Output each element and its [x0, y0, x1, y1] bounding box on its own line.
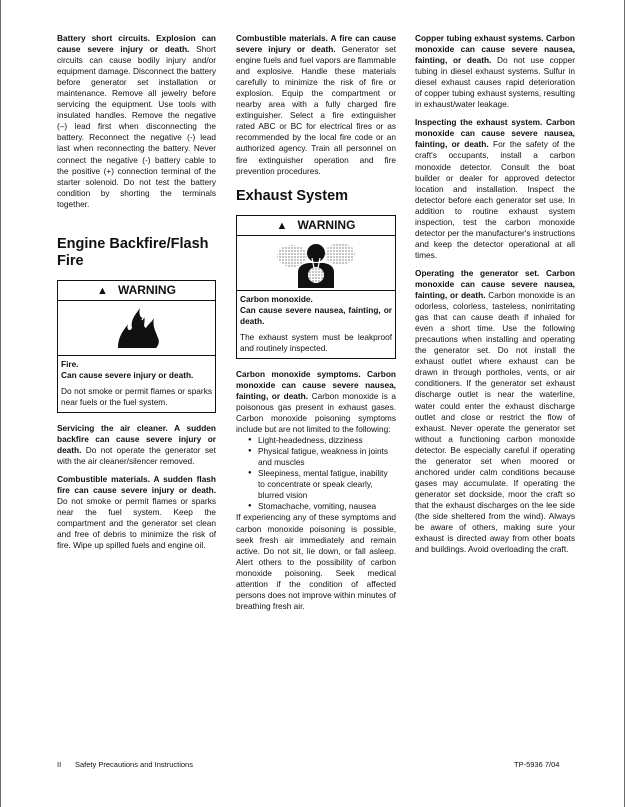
operating-paragraph	[415, 268, 575, 555]
warning-header	[58, 281, 215, 301]
operating-lead: Operating the generator set. Carbon monoxide can cause severe nausea, fainting, or death.	[415, 267, 575, 301]
footer-doc-id: TP-5936 7/04	[514, 760, 560, 769]
warning-triangle-icon: ▲	[276, 219, 288, 232]
battery-lead: Battery short circuits. Explosion can cause severe injury or death.	[57, 33, 216, 55]
column-3	[415, 33, 575, 562]
footer-section: Safety Precautions and Instructions	[75, 760, 193, 769]
section-title-backfire: Engine Backfire/Flash Fire	[57, 235, 209, 269]
symptoms-after-paragraph: If experiencing any of these symptoms and carbon monoxide poisoning is possible, seek fresh air immediately and remain active. Do not sit, lie down, or fall asleep. Alert others to the possibility of carbon monoxide poisoning. Seek medical attention if the condition of affected persons does not improve within minutes of breathing fresh air.	[236, 512, 396, 611]
warning-subtitle: Can cause severe nausea, fainting, or death.	[240, 304, 392, 326]
warning-header-label: WARNING	[297, 217, 356, 232]
page-number: II	[57, 760, 62, 769]
copper-text: Do not use copper tubing in diesel exhaust systems. Sulfur in diesel exhaust causes rapid deterioration of copper tubing exhaust systems, resulting in exhaust/water leakage.	[415, 55, 575, 110]
co-warning-box	[236, 215, 396, 359]
inspecting-lead: Inspecting the exhaust system. Carbon monoxide can cause severe nausea, fainting, or death.	[415, 117, 575, 150]
warning-body	[237, 291, 395, 358]
column-1	[57, 33, 216, 558]
warning-header-label: WARNING	[117, 282, 176, 297]
warning-body	[58, 356, 215, 412]
column-2	[236, 33, 396, 619]
symptoms-text: Carbon monoxide is a poisonous gas present in exhaust gases. Carbon monoxide poisoning symptoms include but are not limited to the following:	[236, 390, 396, 435]
battery-text: Short circuits can cause bodily injury and/or equipment damage. Disconnect the battery before generator set installation or maintenance. Remove all jewelry before servicing the equipment. Use tools with insulated handles. Remove the negative (–) lead first when disconnecting the battery. Reconnect the negative (-) lead last when reconnecting the battery. Never connect the negative (-) battery cable to the positive (+) connection terminal of the starter solenoid. Do not test the battery condition by shorting the terminals together.	[57, 44, 216, 209]
copper-paragraph	[415, 33, 575, 110]
combustible-flash-text: Do not smoke or permit flames or sparks near the fuel system. Keep the compartment and the generator set clean and free of debris to minimize the risk of fire. Wipe up spilled fuels and engine oil.	[57, 496, 216, 551]
operating-text: Carbon monoxide is an odorless, colorless, tasteless, nonirritating gas that can cause death if inhaled for even a short time. Use the following precautions when installing and operating the generator set. Do not install the exhaust outlet where exhaust can be drawn in through portholes, vents, or air conditioners. If the generator set exhaust discharge outlet is near the waterline, water could enter the exhaust discharge outlet and close or restrict the flow of exhaust. Never operate the generator set without a functioning carbon monoxide detector. Be especially careful if operating the generator set when moored or anchored under calm conditions because gases may accumulate. If operating the generator set dockside, moor the craft so that the exhaust discharges on the lee side (the side sheltered from the wind). Always be aware of others, making sure your exhaust is directed away from other boats and buildings. Avoid overloading the craft.	[415, 290, 575, 555]
air-cleaner-lead: Servicing the air cleaner. A sudden backfire can cause severe injury or death.	[57, 422, 216, 456]
combustible-fire-paragraph	[236, 33, 396, 177]
list-item: ● Stomachache, vomiting, nausea	[248, 501, 396, 512]
air-cleaner-text: Do not operate the generator set with the air cleaner/silencer removed.	[57, 445, 216, 467]
combustible-fire-lead: Combustible materials. A fire can cause severe injury or death.	[236, 33, 396, 55]
symptoms-list	[248, 435, 396, 512]
list-item: ● Sleepiness, mental fatigue, inability to concentrate or speak clearly, blurred vision	[248, 468, 396, 501]
symptoms-paragraph	[236, 369, 396, 435]
warning-title: Fire.	[61, 358, 79, 369]
footer-left	[57, 760, 193, 769]
combustible-flash-lead: Combustible materials. A sudden flash fire can cause severe injury or death.	[57, 474, 216, 496]
air-cleaner-paragraph	[57, 423, 216, 467]
warning-title: Carbon monoxide.	[240, 293, 313, 304]
carbon-monoxide-icon	[237, 236, 395, 291]
warning-subtitle: Can cause severe injury or death.	[61, 369, 194, 380]
inspecting-text: For the safety of the craft's occupants, install a carbon monoxide detector. Consult the boat builder or dealer for approved detector location and installation. Inspect the detector before each generator set use. In addition to routine exhaust system inspection, test the carbon monoxide detector per the manufacturer's instructions and keep the detector operational at all times.	[415, 139, 575, 260]
warning-text: The exhaust system must be leakproof and routinely inspected.	[240, 331, 392, 353]
warning-text: Do not smoke or permit flames or sparks near fuels or the fuel system.	[61, 385, 212, 407]
copper-lead: Copper tubing exhaust systems. Carbon monoxide can cause severe nausea, fainting, or death.	[415, 33, 575, 66]
symptoms-lead: Carbon monoxide symptoms. Carbon monoxide can cause severe nausea, fainting, or death.	[236, 368, 396, 401]
combustible-flash-paragraph	[57, 474, 216, 551]
combustible-fire-text: Generator set engine fuels and fuel vapors are flammable and explosive. Handle these materials carefully to minimize the risk of fire or explosion. Equip the compartment or nearby area with a fully charged fire extinguisher. Select a fire extinguisher rated ABC or BC for electrical fires or as recommended by the local fire code or an authorized agency. Train all personnel on fire extinguisher operation and fire prevention procedures.	[236, 44, 397, 176]
list-item: ● Physical fatigue, weakness in joints and muscles	[248, 446, 396, 468]
list-item: ● Light-headedness, dizziness	[248, 435, 396, 446]
fire-warning-box	[57, 280, 216, 413]
section-title-exhaust: Exhaust System	[236, 187, 349, 204]
battery-paragraph	[57, 33, 216, 210]
inspecting-paragraph	[415, 117, 575, 261]
fire-icon	[58, 301, 215, 356]
warning-header	[237, 216, 395, 236]
warning-triangle-icon: ▲	[97, 284, 108, 297]
